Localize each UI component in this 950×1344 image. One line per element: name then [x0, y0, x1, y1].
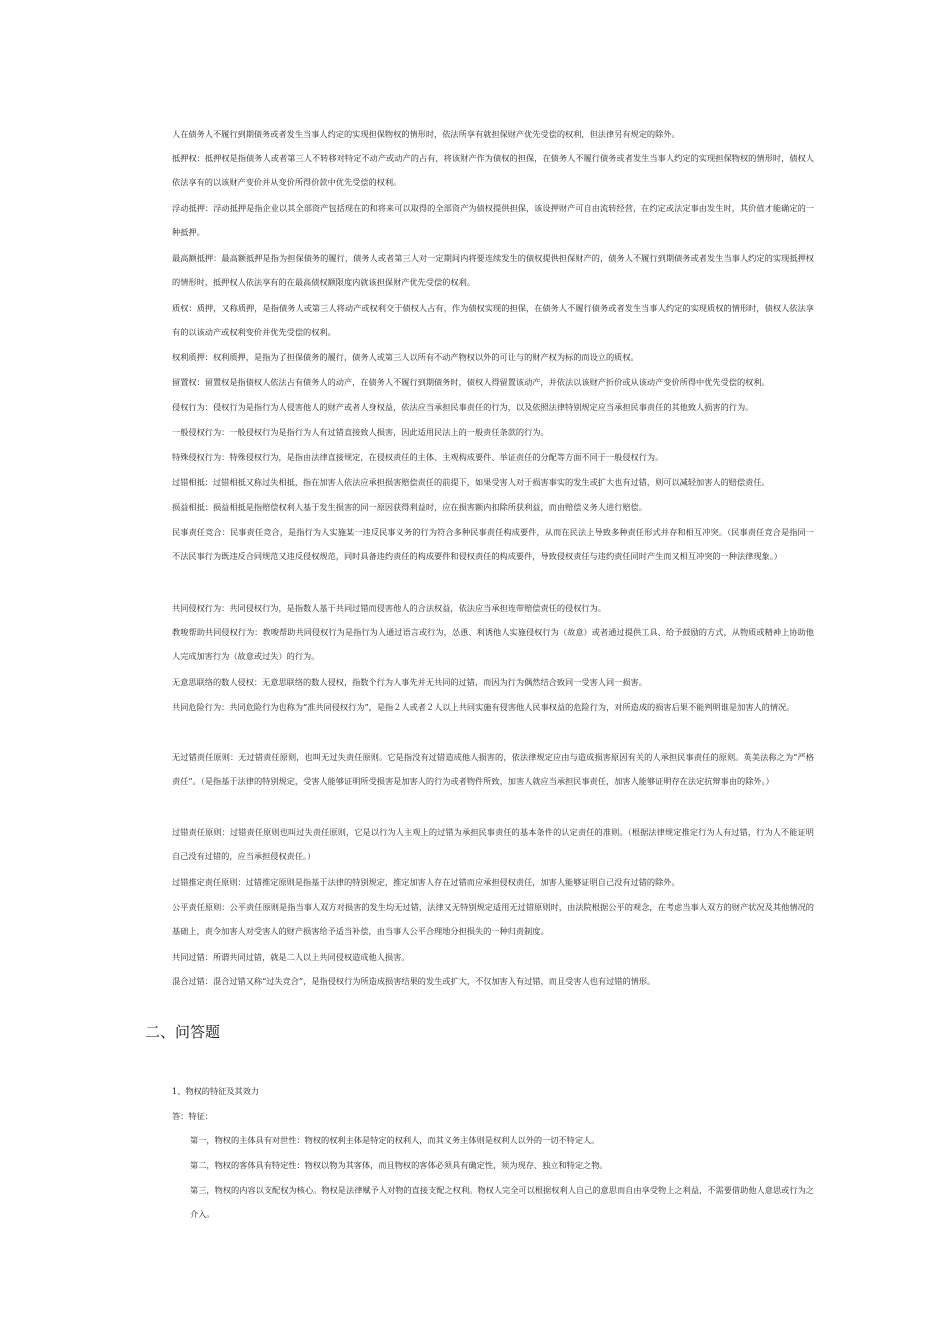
answer-point: 第三，物权的内容以支配权为核心。物权是法律赋予人对物的直接支配之权利。物权人完全可以根据权利人自己的意思而自由享受物上之利益，不需要借助他人意思或行为之介入。: [190, 1185, 814, 1220]
definition-paragraph: 民事责任竞合：民事责任竞合，是指行为人实施某一违反民事义务的行为符合多种民事责任构成要件，从而在民法上导致多种责任形式并存和相互冲突。（民事责任竞合是指同一不法民事行为既违反合同规范又违反侵权规范，同时具备违约责任的构成要件和侵权责任的构成要件，导致侵权责任与违约责任同时产生而又相互冲突的一种法律现象。）: [172, 527, 814, 562]
definition-paragraph: 无意思联络的数人侵权：无意思联络的数人侵权，指数个行为人事先并无共同的过错，而因为行为偶然结合致同一受害人同一损害。: [172, 677, 647, 687]
definition-paragraph: 共同侵权行为：共同侵权行为，是指数人基于共同过错而侵害他人的合法权益，依法应当承担连带赔偿责任的侵权行为。: [172, 603, 606, 613]
answer-point: 第一，物权的主体具有对世性：物权的权利主体是特定的权利人，而其义务主体则是权利人以外的一切不特定人。: [190, 1135, 600, 1145]
definition-paragraph: 公平责任原则：公平责任原则是指当事人双方对损害的发生均无过错，法律又无特别规定适用无过错原则时，由法院根据公平的观念，在考虑当事人双方的财产状况及其他情况的基础上，责令加害人对受害人的财产损害给予适当补偿，由当事人公平合理地分担损失的一种归责制度。: [172, 902, 814, 937]
definition-paragraph: 人在债务人不履行到期债务或者发生当事人约定的实现担保物权的情形时，依法所享有就担保财产优先受偿的权利，但法律另有规定的除外。: [172, 129, 680, 139]
definition-paragraph: 留置权：留置权是指债权人依法占有债务人的动产，在债务人不履行到期债务时，债权人得留置该动产，并依法以该财产折价或从该动产变价所得中优先受偿的权利。: [172, 377, 770, 387]
definition-paragraph: 损益相抵：损益相抵是指赔偿权利人基于发生损害的同一原因获得利益时，应在损害额内扣除所获利益，而由赔偿义务人进行赔偿。: [172, 502, 647, 512]
definition-paragraph: 一般侵权行为：一般侵权行为是指行为人有过错直接致人损害，因此适用民法上的一般责任条款的行为。: [172, 427, 549, 437]
definition-paragraph: 无过错责任原则：无过错责任原则，也叫无过失责任原则。它是指没有过错造成他人损害的，依法律规定应由与造成损害原因有关的人承担民事责任的原则。英美法称之为“严格责任”。（是指基于法律的特别规定，受害人能够证明所受损害是加害人的行为或者物件所致，加害人就应当承担民事责任，加害人能够证明存在法定抗辩事由的除外。）: [172, 752, 814, 787]
answer-point: 第二，物权的客体具有特定性：物权以物为其客体，而且物权的客体必须具有确定性，须为现存、独立和特定之物。: [190, 1160, 608, 1170]
definition-paragraph: 最高额抵押：最高额抵押是指为担保债务的履行，债务人或者第三人对一定期间内将要连续发生的债权提供担保财产的，债务人不履行到期债务或者发生当事人约定的实现抵押权的情形时，抵押权人依法享有的在最高债权额限度内就该担保财产优先受偿的权利。: [172, 253, 814, 288]
definition-paragraph: 侵权行为：侵权行为是指行为人侵害他人的财产或者人身权益，依法应当承担民事责任的行为，以及依照法律特别规定应当承担民事责任的其他致人损害的行为。: [172, 402, 754, 412]
definition-paragraph: 共同危险行为：共同危险行为也称为“准共同侵权行为”，是指２人或者２人以上共同实施有侵害他人民事权益的危险行为，对所造成的损害后果不能判明谁是加害人的情况。: [172, 702, 795, 712]
definition-paragraph: 过错责任原则：过错责任原则也叫过失责任原则，它是以行为人主观上的过错为承担民事责任的基本条件的认定责任的准则。（根据法律规定推定行为人有过错，行为人不能证明自己没有过错的，应当承担侵权责任。）: [172, 827, 814, 862]
definition-paragraph: 质权：质押，又称质押，是指债务人或第三人将动产或权利交于债权人占有，作为债权实现的担保，在债务人不履行债务或者发生当事人约定的实现质权的情形时，债权人依法享有的以该动产或权利变价并优先受偿的权利。: [172, 303, 814, 338]
section-title: 二、问答题: [145, 1023, 221, 1041]
definition-paragraph: 特殊侵权行为：特殊侵权行为，是指由法律直接规定，在侵权责任的主体、主观构成要件、举证责任的分配等方面不同于一般侵权行为。: [172, 452, 664, 462]
definition-paragraph: 抵押权：抵押权是指债务人或者第三人不转移对特定不动产或动产的占有，将该财产作为债权的担保，在债务人不履行债务或者发生当事人约定的实现担保物权的情形时，债权人依法享有的以该财产变价并从变价所得价款中优先受偿的权利。: [172, 153, 814, 188]
definition-paragraph: 混合过错：混合过错又称“过失竞合”，是指侵权行为所造成损害结果的发生或扩大，不仅加害人有过错，而且受害人也有过错的情形。: [172, 976, 656, 986]
definition-paragraph: 过错相抵：过错相抵又称过失相抵，指在加害人依法应承担损害赔偿责任的前提下，如果受害人对于损害事实的发生或扩大也有过错，则可以减轻加害人的赔偿责任。: [172, 477, 770, 487]
definition-paragraph: 浮动抵押：浮动抵押是指企业以其全部资产包括现在的和将来可以取得的全部资产为债权提供担保，该设押财产可自由流转经营，在约定或法定事由发生时，其价值才能确定的一种抵押。: [172, 203, 814, 238]
definition-paragraph: 权利质押：权利质押，是指为了担保债务的履行，债务人或第三人以所有不动产物权以外的可让与的财产权为标的而设立的质权。: [172, 352, 639, 362]
definition-paragraph: 共同过错：所谓共同过错，就是二人以上共同侵权造成他人损害。: [172, 952, 410, 962]
answer-intro: 答：特征：: [172, 1111, 213, 1121]
definition-paragraph: 教唆帮助共同侵权行为：教唆帮助共同侵权行为是指行为人通过语言或行为，怂恿、利诱他人实施侵权行为（故意）或者通过提供工具、给予鼓励的方式，从物质或精神上协助他人完成加害行为（故意或过失）的行为。: [172, 627, 814, 662]
question-title: 1、物权的特征及其效力: [172, 1086, 260, 1096]
definition-paragraph: 过错推定责任原则：过错推定原则是指基于法律的特别规定，推定加害人存在过错而应承担侵权责任，加害人能够证明自己没有过错的除外。: [172, 877, 680, 887]
